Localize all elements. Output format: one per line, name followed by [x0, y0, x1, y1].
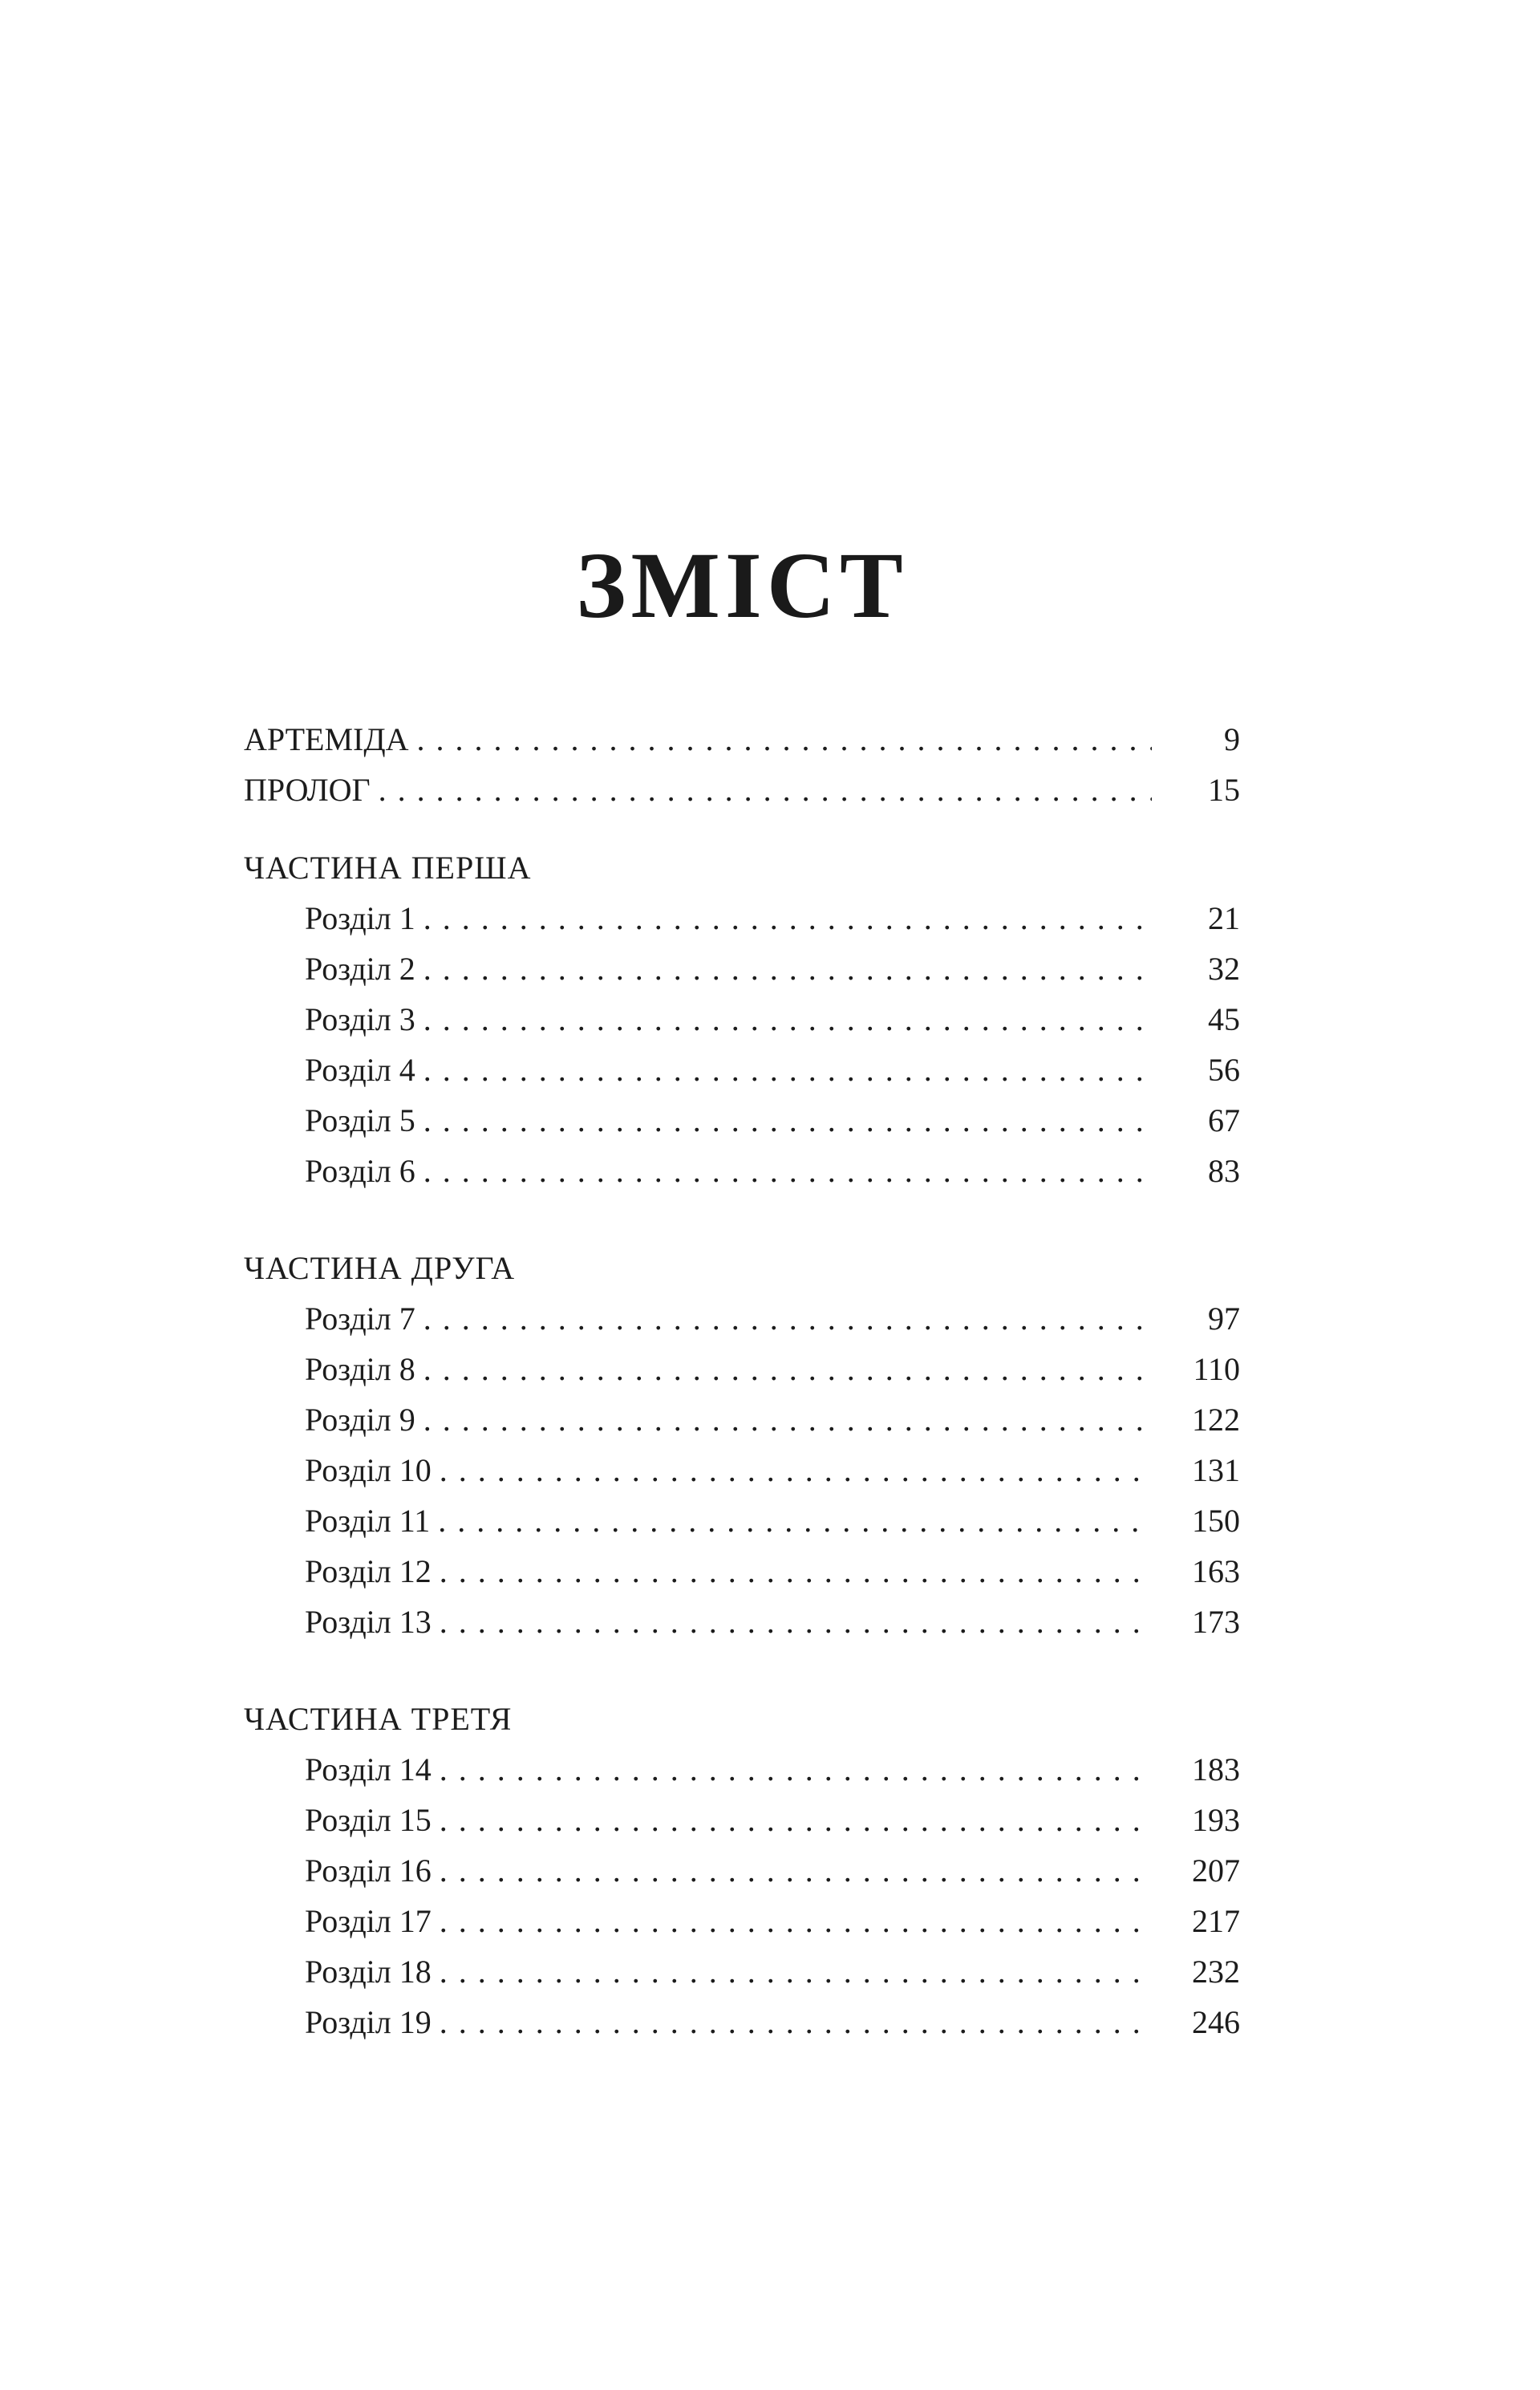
toc-entry [244, 1546, 1240, 1597]
dot-leader [440, 1997, 1152, 2047]
toc-entry [244, 1445, 1240, 1495]
toc-page-number: 122 [1192, 1401, 1240, 1438]
toc-entry-label: Розділ 17 [305, 1902, 432, 1939]
toc-entry [244, 1095, 1240, 1146]
toc-entry [244, 1946, 1240, 1997]
dot-leader [424, 893, 1152, 943]
dot-leader [440, 1597, 1152, 1647]
toc-page-number: 131 [1192, 1451, 1240, 1488]
dot-leader [440, 1896, 1152, 1946]
dot-leader [424, 1045, 1152, 1095]
dot-leader [379, 765, 1152, 815]
toc-entry [244, 765, 1240, 815]
toc-page-number: 163 [1192, 1552, 1240, 1589]
dot-leader [440, 1795, 1152, 1845]
dot-leader [440, 1546, 1152, 1597]
toc-page-number: 193 [1192, 1801, 1240, 1838]
section-heading: ЧАСТИНА ПЕРША [244, 849, 532, 886]
dot-leader [440, 1445, 1152, 1495]
toc-entry [244, 1997, 1240, 2047]
toc-section [244, 1243, 1240, 1647]
dot-leader [424, 943, 1152, 994]
toc-page-number: 232 [1192, 1953, 1240, 1990]
toc-entry-label: Розділ 2 [305, 950, 415, 987]
toc-entry [244, 714, 1240, 765]
toc-entry-label: Розділ 5 [305, 1102, 415, 1138]
toc-page-number: 15 [1208, 771, 1240, 808]
toc-entry-label: Розділ 12 [305, 1552, 432, 1589]
dot-leader [417, 714, 1152, 765]
toc-entry-label: Розділ 11 [305, 1502, 431, 1539]
toc-content [244, 0, 1240, 2047]
toc-page-number: 183 [1192, 1751, 1240, 1787]
toc-page-number: 56 [1208, 1051, 1240, 1088]
toc-page-number: 45 [1208, 1000, 1240, 1037]
toc-entry [244, 943, 1240, 994]
dot-leader [440, 1946, 1152, 1997]
toc-entry [244, 1845, 1240, 1896]
toc-entry-label: Розділ 4 [305, 1051, 415, 1088]
toc-page-number: 110 [1193, 1350, 1240, 1387]
toc [244, 714, 1240, 2047]
toc-entry [244, 1293, 1240, 1344]
toc-entry [244, 994, 1240, 1045]
toc-page-number: 21 [1208, 899, 1240, 936]
toc-section [244, 1694, 1240, 2047]
toc-entry [244, 1146, 1240, 1196]
dot-leader [440, 1845, 1152, 1896]
toc-entry-label: Розділ 3 [305, 1000, 415, 1037]
toc-entry-label: ПРОЛОГ [244, 771, 371, 808]
toc-page-number: 67 [1208, 1102, 1240, 1138]
toc-entry [244, 1394, 1240, 1445]
toc-page-number: 83 [1208, 1152, 1240, 1189]
dot-leader [424, 1146, 1152, 1196]
dot-leader [424, 1095, 1152, 1146]
toc-section [244, 842, 1240, 1196]
dot-leader [424, 1394, 1152, 1445]
toc-page-number: 32 [1208, 950, 1240, 987]
toc-entry-label: Розділ 15 [305, 1801, 432, 1838]
toc-page-number: 246 [1192, 2003, 1240, 2040]
toc-page-number: 207 [1192, 1852, 1240, 1889]
toc-entry-label: Розділ 1 [305, 899, 415, 936]
toc-entry-label: Розділ 19 [305, 2003, 432, 2040]
dot-leader [424, 1293, 1152, 1344]
toc-entry-label: Розділ 9 [305, 1401, 415, 1438]
toc-entry-label: Розділ 18 [305, 1953, 432, 1990]
toc-entry-label: Розділ 13 [305, 1603, 432, 1640]
toc-entry-label: Розділ 7 [305, 1300, 415, 1337]
toc-page-number: 217 [1192, 1902, 1240, 1939]
dot-leader [424, 994, 1152, 1045]
toc-entry-label: Розділ 10 [305, 1451, 432, 1488]
toc-page-number: 97 [1208, 1300, 1240, 1337]
dot-leader [440, 1744, 1152, 1795]
toc-entry-label: АРТЕМІДА [244, 720, 409, 757]
toc-entry [244, 1795, 1240, 1845]
toc-entry [244, 1045, 1240, 1095]
toc-entry [244, 1344, 1240, 1394]
toc-entry-label: Розділ 8 [305, 1350, 415, 1387]
dot-leader [438, 1495, 1152, 1546]
toc-entry [244, 1896, 1240, 1946]
toc-entry-label: Розділ 16 [305, 1852, 432, 1889]
toc-entry [244, 893, 1240, 943]
section-heading: ЧАСТИНА ДРУГА [244, 1249, 516, 1286]
section-heading: ЧАСТИНА ТРЕТЯ [244, 1700, 513, 1737]
toc-entry-label: Розділ 14 [305, 1751, 432, 1787]
dot-leader [424, 1344, 1152, 1394]
toc-page-number: 150 [1192, 1502, 1240, 1539]
toc-page-number: 9 [1224, 720, 1240, 757]
toc-entry-label: Розділ 6 [305, 1152, 415, 1189]
toc-entry [244, 1744, 1240, 1795]
toc-entry [244, 1495, 1240, 1546]
toc-entry [244, 1597, 1240, 1647]
page-title: ЗМІСТ [576, 533, 908, 638]
toc-page-number: 173 [1192, 1603, 1240, 1640]
